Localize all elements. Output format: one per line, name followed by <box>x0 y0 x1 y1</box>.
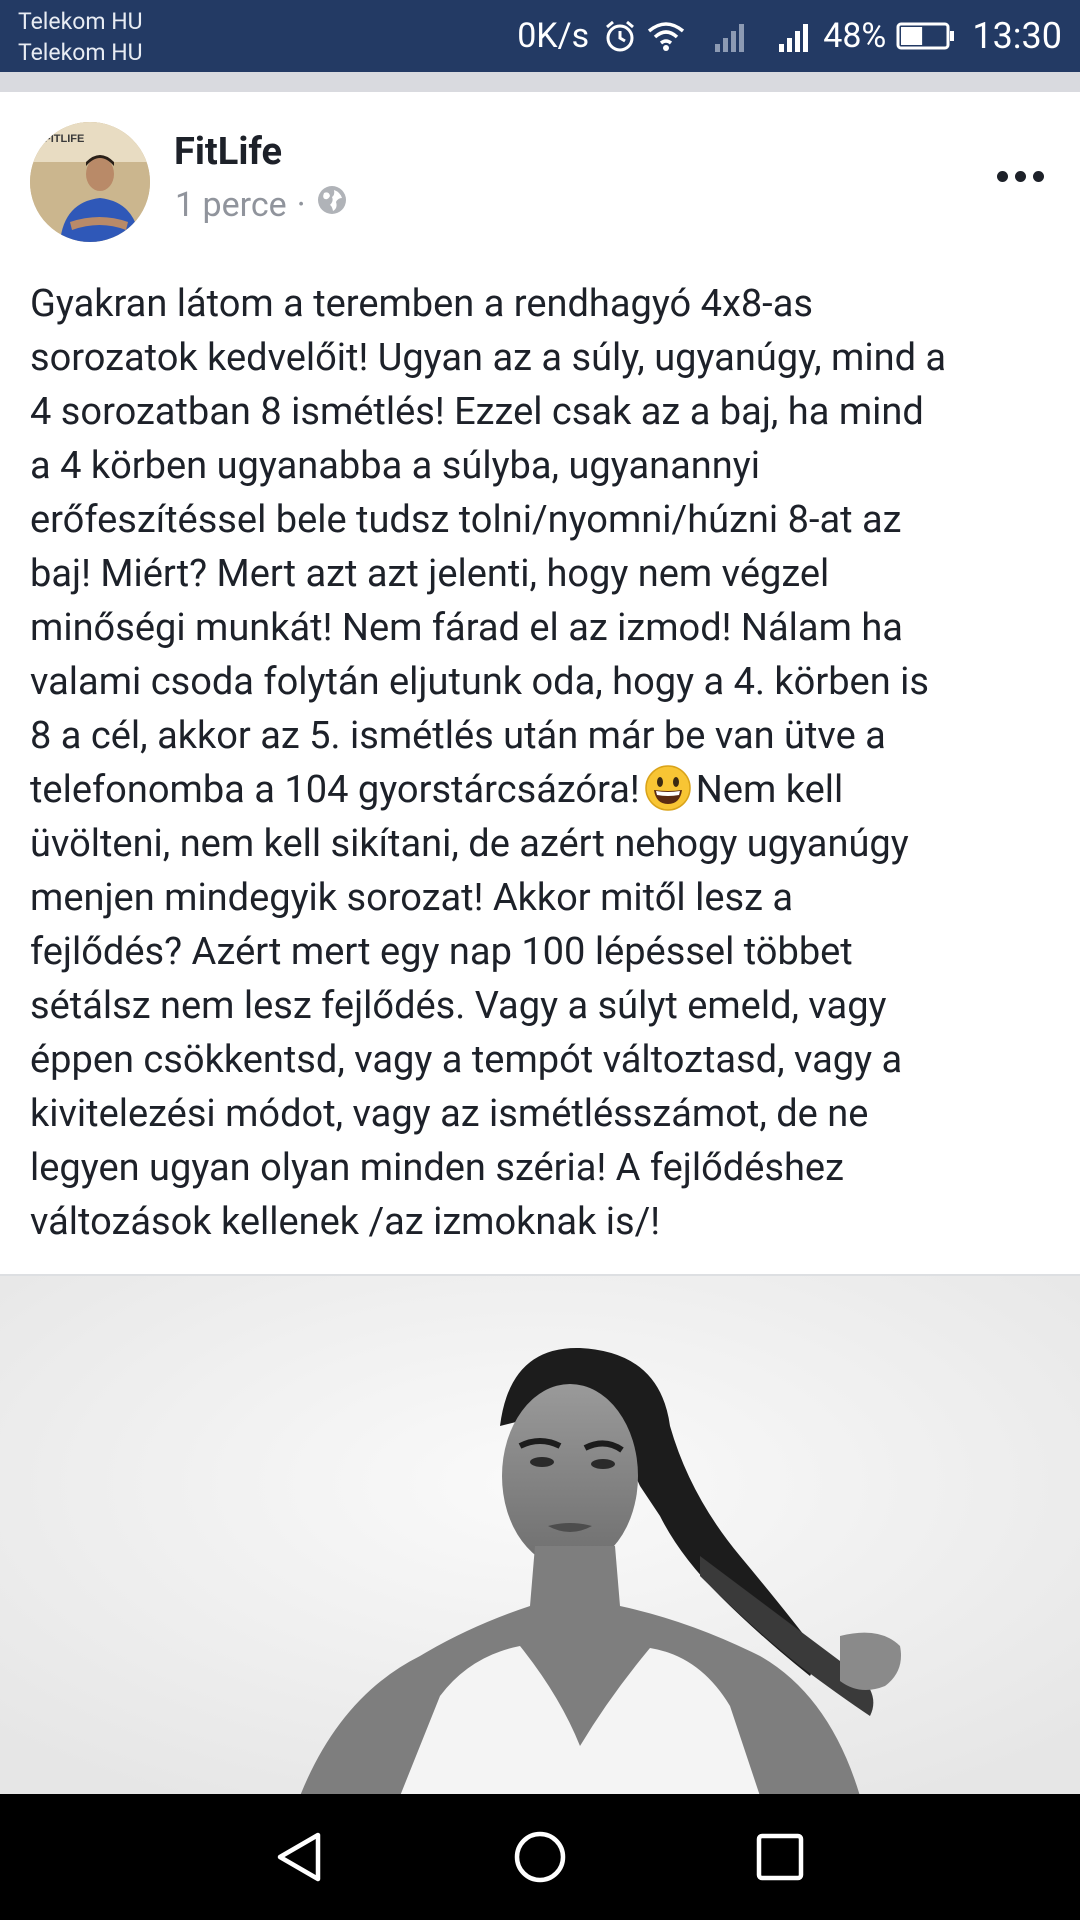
meta-separator: · <box>296 184 306 225</box>
feed-separator <box>0 72 1080 92</box>
post-text-line: minőségi munkát! Nem fárad el az izmod! Nálam ha <box>30 606 903 650</box>
avatar[interactable] <box>30 122 150 242</box>
carrier-info <box>18 6 143 68</box>
recents-icon[interactable] <box>750 1827 810 1887</box>
post-text-line: 4 sorozatban 8 ismétlés! Ezzel csak az a baj, ha mind <box>30 390 924 434</box>
post-text-segment: telefonomba a 104 gyorstárcsázóra! <box>30 768 640 812</box>
battery-percent: 48% <box>823 16 887 56</box>
post-text-line: valami csoda folytán eljutunk oda, hogy a 4. körben is <box>30 660 929 704</box>
globe-icon <box>316 184 348 225</box>
navigation-bar <box>0 1794 1080 1920</box>
carrier-2: Telekom HU <box>18 39 143 66</box>
back-icon[interactable] <box>270 1827 330 1887</box>
dot <box>1033 171 1044 182</box>
grinning-face-emoji <box>644 764 692 812</box>
post-text-line: fejlődés? Azért mert egy nap 100 lépéssel többet <box>30 930 853 974</box>
post-author[interactable]: FitLife <box>174 130 283 174</box>
avatar-logo-text: FITLIFE <box>44 133 85 145</box>
clock: 13:30 <box>972 15 1062 57</box>
carrier-1: Telekom HU <box>18 8 143 35</box>
post-text-line: baj! Miért? Mert azt azt jelenti, hogy nem végzel <box>30 552 830 596</box>
post-text-line: Gyakran látom a teremben a rendhagyó 4x8-as <box>30 282 813 326</box>
post-meta <box>175 184 348 225</box>
post-text-line: sorozatok kedvelőit! Ugyan az a súly, ugyanúgy, mind a <box>30 336 947 380</box>
post-text <box>30 277 1055 1249</box>
post-text-line: a 4 körben ugyanabba a súlyba, ugyanannyi <box>30 444 760 488</box>
post-text-line: legyen ugyan olyan minden széria! A fejlődéshez <box>30 1146 844 1190</box>
dot <box>1015 171 1026 182</box>
post-text-line: menjen mindegyik sorozat! Akkor mitől lesz a <box>30 876 794 920</box>
post-text-line: 8 a cél, akkor az 5. ismétlés után már be van ütve a <box>30 714 886 758</box>
post-text-line: változások kellenek /az izmoknak is/! <box>30 1200 661 1244</box>
status-bar <box>0 0 1080 72</box>
status-icons <box>517 0 1062 72</box>
post-text-segment: Nem kell <box>695 768 844 812</box>
post-text-line: éppen csökkentsd, vagy a tempót változtasd, vagy a <box>30 1038 903 1082</box>
dot <box>997 171 1008 182</box>
post-text-line: kivitelezési módot, vagy az ismétlésszámot, de ne <box>30 1092 869 1136</box>
signal-icon <box>777 20 813 52</box>
post-text-line <box>30 763 1055 817</box>
post-timestamp[interactable]: 1 perce <box>175 184 287 225</box>
wifi-icon <box>647 20 685 52</box>
battery-icon <box>896 20 956 52</box>
post-text-line: erőfeszítéssel bele tudsz tolni/nyomni/húzni 8-at az <box>30 498 902 542</box>
post-photo[interactable] <box>0 1274 1080 1794</box>
feed-post <box>0 92 1080 1794</box>
alarm-icon <box>603 19 637 53</box>
network-speed: 0K/s <box>517 16 590 56</box>
post-text-line: üvölteni, nem kell sikítani, de azért nehogy ugyanúgy <box>30 822 909 866</box>
signal-icon <box>713 20 749 52</box>
home-icon[interactable] <box>510 1827 570 1887</box>
post-header <box>30 122 1050 242</box>
post-text-line: sétálsz nem lesz fejlődés. Vagy a súlyt emeld, vagy <box>30 984 887 1028</box>
more-options-icon[interactable] <box>990 156 1050 196</box>
